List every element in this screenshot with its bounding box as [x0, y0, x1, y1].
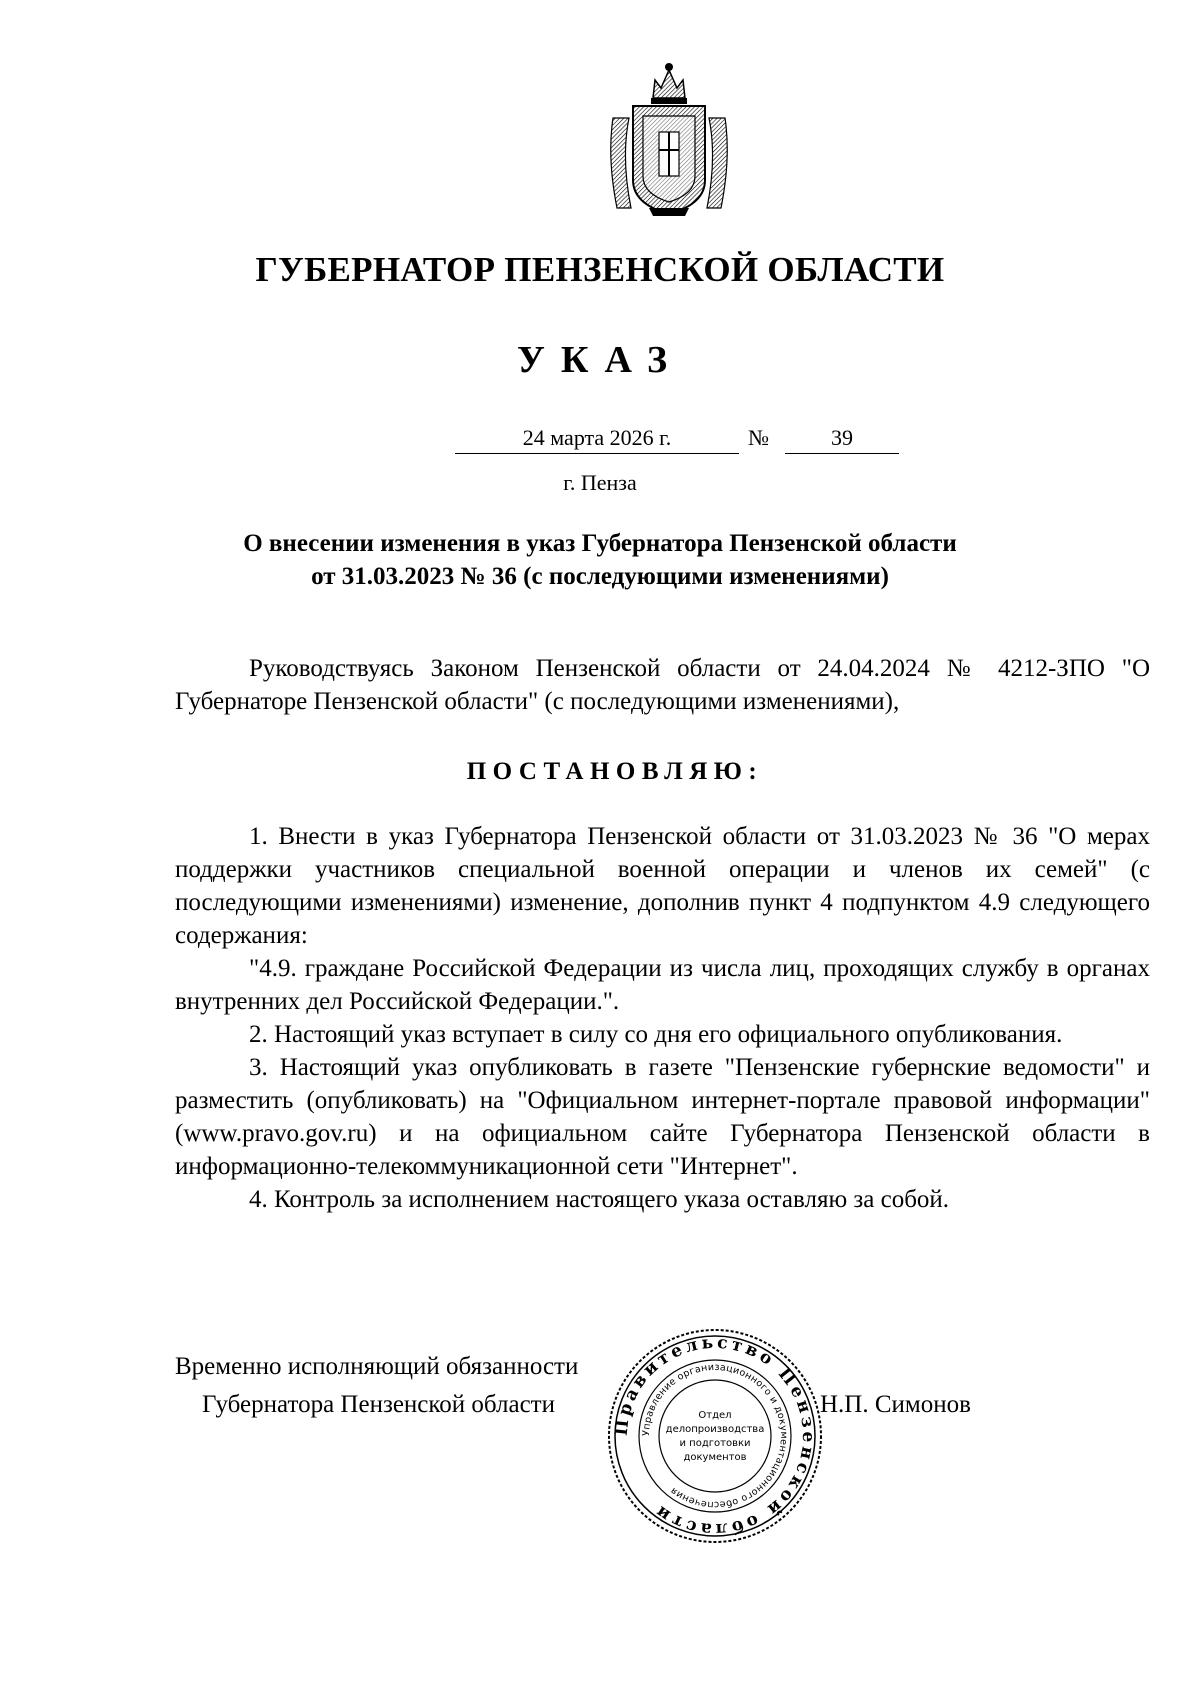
- coat-of-arms-icon: [603, 58, 735, 218]
- signatory-position-line: Временно исполняющий обязанности: [175, 1353, 579, 1380]
- issuing-authority: ГУБЕРНАТОР ПЕНЗЕНСКОЙ ОБЛАСТИ: [255, 250, 945, 289]
- decree-item: "4.9. граждане Российской Федерации из числа лиц, проходящих службу в органах внутренних дел Российской Федерации.".: [175, 955, 1150, 1015]
- issuing-city: г. Пенза: [563, 470, 637, 495]
- decree-item: 2. Настоящий указ вступает в силу со дня его официального опубликования.: [249, 1021, 1063, 1048]
- seal-center-line: документов: [683, 1452, 747, 1463]
- heading-line: О внесении изменения в указ Губернатора Пензенской области: [243, 530, 957, 557]
- decree-item: 3. Настоящий указ опубликовать в газете "Пензенские губернские ведомости" и разместить (опубликовать) на "Официальном интернет-портале правовой информации" (www.pravo.gov.ru) и на официальном сайте Губернатора Пензенской области в информационно-телекоммуникационной сети "Интернет".: [175, 1054, 1150, 1180]
- signatory-position-line: Губернатора Пензенской области: [202, 1391, 555, 1418]
- decree-items: [175, 820, 1150, 1216]
- preamble: [175, 652, 1150, 718]
- document-heading: [200, 527, 1000, 593]
- document-date: 24 марта 2026 г.: [455, 425, 739, 454]
- seal-outer-text: Правительство Пензенской области: [611, 1332, 819, 1540]
- seal-center-line: Отдел: [698, 1410, 732, 1421]
- seal-center-line: и подготовки: [679, 1438, 751, 1449]
- decree-item: 4. Контроль за исполнением настоящего указа оставляю за собой.: [249, 1186, 950, 1213]
- preamble-text: Руководствуясь Законом Пензенской области от 24.04.2024 № 4212-ЗПО "О Губернаторе Пензенской области" (с последующими изменениями),: [175, 655, 1150, 715]
- heading-line: от 31.03.2023 № 36 (с последующими изменениями): [311, 563, 889, 590]
- signatory-name: Н.П. Симонов: [820, 1391, 971, 1418]
- document-number: 39: [785, 425, 899, 454]
- signatory-position: [175, 1348, 578, 1424]
- decree-item: 1. Внести в указ Губернатора Пензенской области от 31.03.2023 № 36 "О мерах поддержки участников специальной военной операции и членов их семей" (с последующими изменениями) изменение, дополнив пункт 4 подпунктом 4.9 следующего содержания:: [175, 823, 1150, 949]
- document-type: УКАЗ: [517, 339, 683, 381]
- number-sign: №: [748, 425, 769, 450]
- seal-middle-text: Управление организационного и документационного обеспечения: [640, 1361, 790, 1511]
- decree-word: ПОСТАНОВЛЯЮ:: [466, 758, 764, 785]
- seal-center-line: делопроизводства: [665, 1424, 765, 1435]
- official-seal-icon: [605, 1326, 825, 1546]
